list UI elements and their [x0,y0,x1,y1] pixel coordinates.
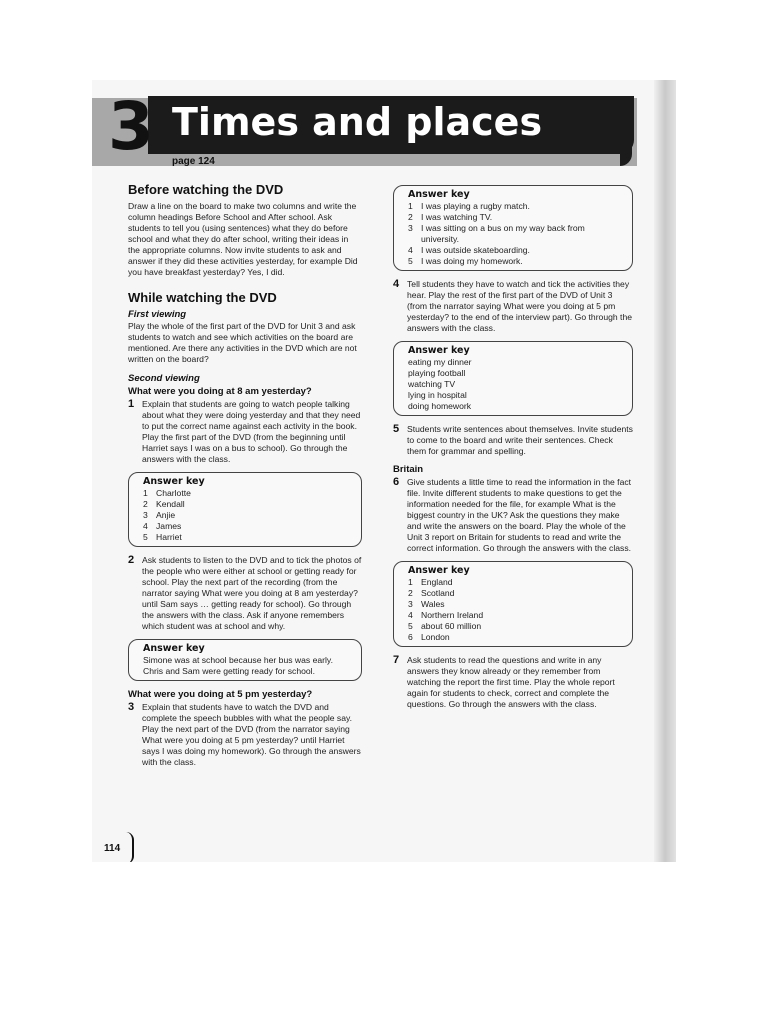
step-5 [393,424,633,457]
answer-key-1 [128,472,362,547]
chapter-title: Times and places [172,100,543,144]
answer-key-3 [393,185,633,271]
second-viewing-heading: Second viewing [128,373,200,384]
step-text: Explain that students are going to watch people talking about what they were doing yesterday and that they need to put the correct name against each activity in the book. Play the first part of the DVD (from the beginning until Harriet says I was on a bus to school). Go through the answers with the class. [142,399,361,464]
before-text: Draw a line on the board to make two columns and write the column headings Before School and After school. Ask students to tell you (using sentences) what they do before school and what they do after school, writing their ideas in the appropriate columns. Now invite students to ask and answer if they did these activities yesterday, for example Did you have breakfast yesterday? Yes, I did. [128,201,358,277]
answer-line: doing homework [408,401,472,411]
page-number-bracket [126,832,134,862]
answer-row: 4 I was outside skateboarding. [408,245,530,255]
answer-line: eating my dinner [408,357,472,367]
answer-line: lying in hospital [408,390,467,400]
answer-row: 5 Harriet [143,532,182,542]
answer-row: 5 about 60 million [408,621,482,631]
step-text: Tell students they have to watch and tick the activities they hear. Play the rest of the first part of the DVD of Unit 3 (from the narrator saying What were you doing at 5 pm yesterday? to the end of the interview part). Go through the answers with the class. [407,279,633,333]
step-number: 6 [393,476,400,488]
step-2 [128,555,362,632]
answer-row: 1 Charlotte [143,488,191,498]
step-4 [393,279,633,334]
answer-key-5 [393,561,633,647]
step-text: Ask students to read the questions and write in any answers they know already or they remember from watching the report the first time. Play the whole report again for students to check, correct and complete the questions. Go through the answers with the class. [407,655,615,709]
answer-key-title: Answer key [143,643,205,654]
step-text: Explain that students have to watch the DVD and complete the speech bubbles with what the people say. Play the next part of the DVD (from the narrator saying What were you doing at 5 pm yesterday? until Harriet says I was doing my homework). Go through the answers with the class. [142,702,361,767]
step-number: 2 [128,554,135,566]
left-column [128,182,362,775]
question-5pm: What were you doing at 5 pm yesterday? [128,689,313,700]
answer-row: 1 I was playing a rugby match. [408,201,530,211]
answer-row: 1 England [408,577,453,587]
answer-line: playing football [408,368,466,378]
answer-row: 2 Scotland [408,588,455,598]
step-number: 5 [393,423,400,435]
answer-key-title: Answer key [408,189,470,200]
answer-key-2 [128,639,362,681]
page-edge-shadow [654,80,676,862]
answer-row: 6 London [408,632,450,642]
chapter-number: 3 [108,88,152,165]
answer-row: 5 I was doing my homework. [408,256,523,266]
answer-key-title: Answer key [408,345,470,356]
answer-row: 2 Kendall [143,499,185,509]
step-number: 1 [128,398,135,410]
page-reference: page 124 [172,156,215,167]
before-heading: Before watching the DVD [128,182,284,197]
step-3 [128,702,362,768]
book-page [92,80,676,862]
answer-row: 3 Wales [408,599,445,609]
answer-row: 4 James [143,521,182,531]
step-text: Ask students to listen to the DVD and to tick the photos of the people who were either at school or getting ready for school. Play the next part of the recording (from the narrator saying What were you doing at 8 am yesterday? until Sam says … getting ready for school). Go through the answers with the class. Ask if anyone remembers which student was at school and why. [142,555,362,631]
step-6 [393,477,633,554]
first-viewing-text: Play the whole of the first part of the DVD for Unit 3 and ask students to watch and see which activities on the board are mentioned. Are there any activities in the DVD which are not written on the board? [128,321,357,364]
while-heading: While watching the DVD [128,290,277,305]
step-number: 4 [393,278,400,290]
answer-row: 2 I was watching TV. [408,212,493,222]
answer-key-title: Answer key [143,476,205,487]
answer-row: 3 Anjie [143,510,176,520]
answer-line: Chris and Sam were getting ready for school. [143,666,315,676]
step-text: Students write sentences about themselves. Invite students to come to the board and write their sentences. Check them for grammar and spelling. [407,424,633,456]
step-text: Give students a little time to read the information in the fact file. Invite different students to make questions to get the information needed for the file, for example What is the biggest country in the UK? Ask the questions they make and write the answers on the board. Play the whole of the Unit 3 report on Britain for students to read and write the correct information. Go through the answers with the class. [407,477,632,553]
step-7 [393,655,633,710]
answer-key-title: Answer key [408,565,470,576]
answer-line: Simone was at school because her bus was early. [143,655,333,665]
answer-row: 4 Northern Ireland [408,610,484,620]
right-column [393,185,633,717]
step-number: 7 [393,654,400,666]
answer-row: 3 I was sitting on a bus on my way back from university. [408,223,585,244]
answer-line: watching TV [408,379,456,389]
question-8am: What were you doing at 8 am yesterday? [128,386,312,397]
page-number: 114 [104,843,121,854]
step-1 [128,399,362,465]
britain-heading: Britain [393,464,424,475]
step-number: 3 [128,701,135,713]
first-viewing-heading: First viewing [128,309,187,320]
answer-key-4 [393,341,633,416]
